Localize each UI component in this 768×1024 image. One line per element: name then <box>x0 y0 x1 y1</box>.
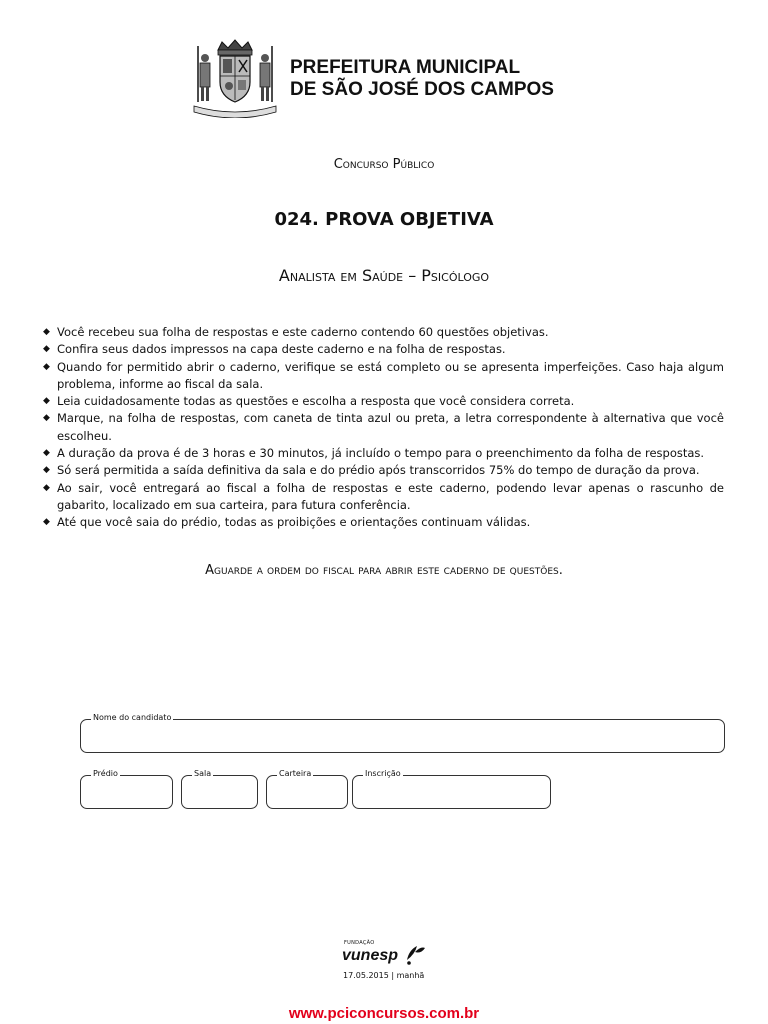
diamond-bullet-icon: ◆ <box>43 396 50 407</box>
diamond-bullet-icon: ◆ <box>43 482 50 493</box>
carteira-field[interactable] <box>266 769 348 809</box>
instruction-item: ◆ A duração da prova é de 3 horas e 30 minutos, já incluído o tempo para o preenchimento da folha de respostas. <box>42 445 724 462</box>
site-link[interactable]: www.pciconcursos.com.br <box>288 1005 480 1022</box>
header-title-line2: DE SÃO JOSÉ DOS CAMPOS <box>290 79 554 100</box>
fundacao-label: FUNDAÇÃO <box>344 940 375 946</box>
instruction-item: ◆ Você recebeu sua folha de respostas e este caderno contendo 60 questões objetivas. <box>42 324 724 341</box>
sala-label: Sala <box>194 769 212 778</box>
instruction-item: ◆ Leia cuidadosamente todas as questões e escolha a resposta que você considera correta. <box>42 393 724 410</box>
header-title-line1: PREFEITURA MUNICIPAL <box>290 57 521 78</box>
instruction-item: ◆ Confira seus dados impressos na capa deste caderno e na folha de respostas. <box>42 341 724 358</box>
carteira-label: Carteira <box>279 769 312 778</box>
aguarde-notice: Aguarde a ordem do fiscal para abrir este caderno de questões. <box>205 563 563 578</box>
diamond-bullet-icon: ◆ <box>43 448 50 459</box>
diamond-bullet-icon: ◆ <box>43 344 50 355</box>
cargo-title: Analista em Saúde – Psicólogo <box>278 266 490 285</box>
exam-date: 17.05.2015 | manhã <box>343 971 425 980</box>
vunesp-leaf-icon <box>403 942 427 966</box>
instruction-item: ◆ Só será permitida a saída definitiva da sala e do prédio após transcorridos 75% do tempo de duração da prova. <box>42 462 724 479</box>
concurso-label: Concurso Público <box>333 157 435 172</box>
instruction-item: ◆ Quando for permitido abrir o caderno, verifique se está completo ou se apresenta imperfeições. Caso haja algum problema, informe ao fiscal da sala. <box>43 359 724 391</box>
header-title <box>290 57 554 101</box>
prova-title: 024. PROVA OBJETIVA <box>274 209 494 230</box>
predio-label: Prédio <box>93 769 118 778</box>
municipal-crest-icon <box>190 38 280 118</box>
inscricao-label: Inscrição <box>365 769 401 778</box>
vunesp-name: vunesp <box>342 947 399 964</box>
instructions-list <box>42 324 724 532</box>
predio-field[interactable] <box>80 769 173 809</box>
inscricao-field[interactable] <box>352 769 551 809</box>
sala-field[interactable] <box>181 769 258 809</box>
nome-candidato-label: Nome do candidato <box>93 713 172 722</box>
diamond-bullet-icon: ◆ <box>43 327 50 337</box>
diamond-bullet-icon: ◆ <box>43 465 50 476</box>
instruction-item: ◆ Marque, na folha de respostas, com caneta de tinta azul ou preta, a letra correspondente à alternativa que você escolheu. <box>43 411 724 443</box>
instruction-item: ◆ Ao sair, você entregará ao fiscal a folha de respostas e este caderno, podendo levar apenas o rascunho de gabarito, localizado em sua carteira, para futura conferência. <box>43 480 724 512</box>
nome-candidato-field[interactable] <box>80 713 725 753</box>
diamond-bullet-icon: ◆ <box>43 361 50 372</box>
instruction-item: ◆ Até que você saia do prédio, todas as proibições e orientações continuam válidas. <box>42 514 724 531</box>
diamond-bullet-icon: ◆ <box>43 413 50 424</box>
diamond-bullet-icon: ◆ <box>43 517 50 528</box>
